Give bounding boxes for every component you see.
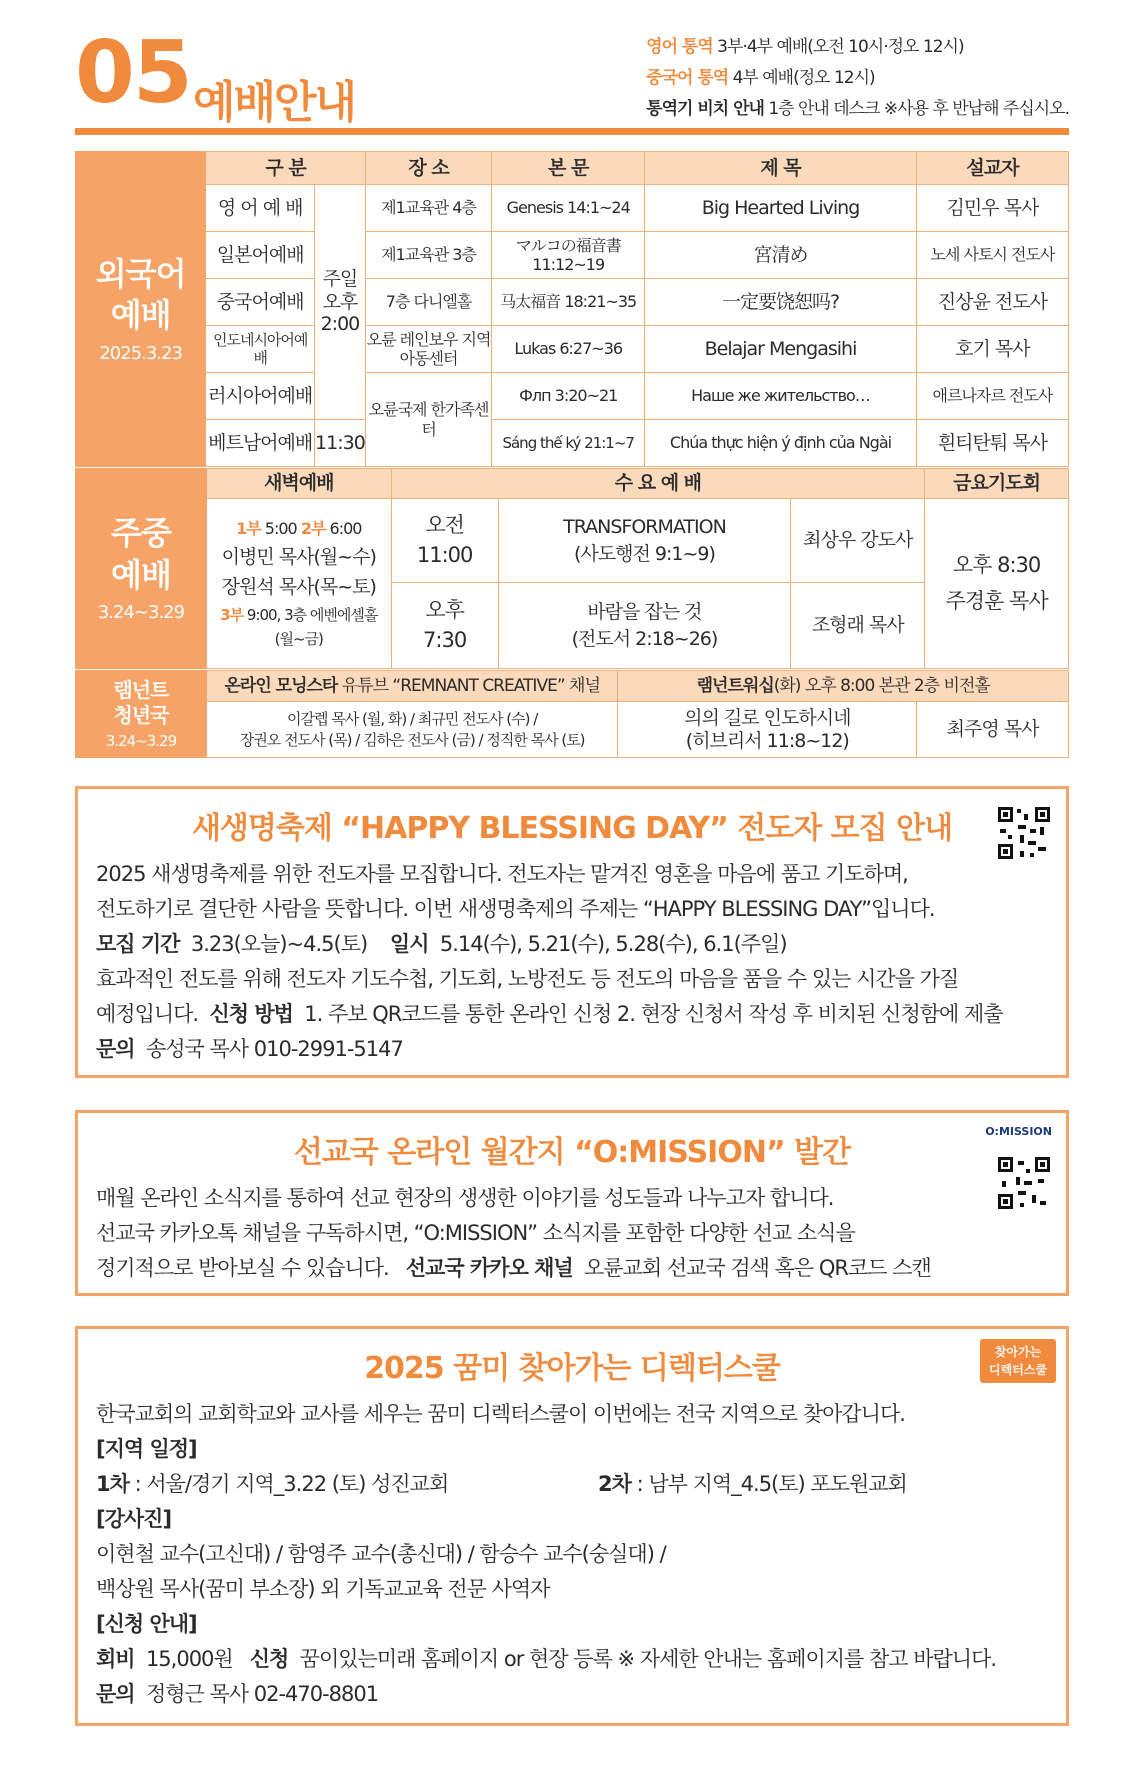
- foreign-worship-table: [75, 151, 1069, 467]
- viet-time: 11:30: [315, 420, 366, 467]
- col-text: 본 문: [492, 152, 645, 185]
- remnant-table: 램넌트 청년국 3.24~3.29 온라인 모닝스타 유튜브 “REMNANT CREATIVE” 채널 램넌트워십(화) 오후 8:00 본관 2층 비전홀 이갈렙 목사 (월, 화) / 최규민 전도사 (수) / 장권오 전도사 (목) / 김하은 전도사 (금) / 정직한 목사 (토) 의의 길로 인도하시네 (히브리서 11:8~12) 최주영 목사: [75, 670, 1069, 758]
- remnant-worship-header: 램넌트워십(화) 오후 8:00 본관 2층 비전홀: [618, 671, 1069, 702]
- col-title: 제 목: [645, 152, 917, 185]
- remnant-sermon: 의의 길로 인도하시네 (히브리서 11:8~12): [618, 702, 917, 758]
- table-row: 베트남어예배 11:30 Sáng thế ký 21:1~7 Chúa thực hiện ý định của Ngài 흰티탄퉈 목사: [76, 420, 1069, 467]
- wed-pm-sermon: 바람을 잡는 것 (전도서 2:18~26): [498, 583, 791, 669]
- wed-pm-time: 오후 7:30: [391, 583, 498, 669]
- directors-school-box: [75, 1326, 1069, 1726]
- directors-school-logo: 찾아가는 디렉터스쿨: [980, 1339, 1056, 1383]
- morningstar-header: 온라인 모닝스타 유튜브 “REMNANT CREATIVE” 채널: [206, 671, 618, 702]
- col-preacher: 설교자: [916, 152, 1068, 185]
- box-title: 2025 꿈미 찾아가는 디렉터스쿨: [364, 1351, 780, 1386]
- main-time: 주일 오후 2:00: [315, 185, 366, 420]
- note-chinese: 중국어 통역 4부 예배(정오 12시): [646, 68, 875, 88]
- col-category: 구 분: [206, 152, 365, 185]
- omission-box: [75, 1110, 1069, 1296]
- foreign-side-label: 외국어 예배 2025.3.23: [76, 152, 206, 467]
- evangelist-recruit-box: [75, 786, 1069, 1078]
- col-place: 장 소: [365, 152, 491, 185]
- omission-logo: O:MISSION: [985, 1125, 1052, 1138]
- table-row: 영 어 예 배 주일 오후 2:00 제1교육관 4층 Genesis 14:1~24 Big Hearted Living 김민우 목사: [76, 185, 1069, 232]
- qr-code[interactable]: [996, 805, 1052, 861]
- morningstar-people: 이갈렙 목사 (월, 화) / 최규민 전도사 (수) / 장권오 전도사 (목) / 김하은 전도사 (금) / 정직한 목사 (토): [206, 702, 618, 758]
- qr-code[interactable]: [996, 1155, 1052, 1211]
- remnant-side-label: 램넌트 청년국 3.24~3.29: [76, 671, 207, 758]
- page-header: [75, 23, 1069, 140]
- box-title: 선교국 온라인 월간지 “O:MISSION” 발간: [293, 1135, 851, 1170]
- table-row: 러시아어예배 오륜국제 한가족센터 Флп 3:20~21 Наше же жительство… 애르나자르 전도사: [76, 373, 1069, 420]
- friday-header: 금요기도회: [925, 469, 1069, 499]
- page-title: 예배안내: [193, 77, 356, 128]
- box-title: 새생명축제 “HAPPY BLESSING DAY” 전도자 모집 안내: [191, 811, 953, 846]
- note-english: 영어 통역 3부·4부 예배(오전 10시·정오 12시): [646, 37, 964, 57]
- wednesday-header: 수 요 예 배: [391, 469, 924, 499]
- table-row: 일본어예배 제1교육관 3층 マルコの福音書 11:12~19 宮清め 노세 사토시 전도사: [76, 232, 1069, 279]
- table-row: 인도네시아어예배 오륜 레인보우 지역아동센터 Lukas 6:27~36 Belajar Mengasihi 호기 목사: [76, 326, 1069, 373]
- weekday-worship-table: 주중 예배 3.24~3.29 새벽예배 수 요 예 배 금요기도회 1부 5:00 2부 6:00 이병민 목사(월~수) 장원석 목사(목~토) 3부 9:00, 3층 에벤에셀홀 (월~금) 오전 11:00 TRANSFORMATION (사도행전 9:1~9) 최상우 강도사 오후 8:30 주경훈 목사 오후 7:30 바람을 잡는 것 (전도서 2:18~26) 조형래 목사: [75, 468, 1069, 669]
- box-body: 한국교회의 교회학교와 교사를 세우는 꿈미 디렉터스쿨이 이번에는 전국 지역으로 찾아갑니다. [지역 일정] 1차 : 서울/경기 지역_3.22 (토) 성진교회 2차 : 남부 지역_4.5(토) 포도원교회 [강사진] 이현철 교수(고신대) / 함영주 교수(총신대) / 함승수 교수(숭실대) / 백상원 목사(꿈미 부소장) 외 기독교교육 전문 사역자 [신청 안내] 회비 15,000원 신청 꿈이있는미래 홈페이지 or 현장 등록 ※ 자세한 안내는 홈페이지를 참고 바랍니다. 문의 정형근 목사 02-470-8801: [96, 1402, 997, 1706]
- wed-am-time: 오전 11:00: [391, 499, 498, 583]
- dawn-cell: 1부 5:00 2부 6:00 이병민 목사(월~수) 장원석 목사(목~토) 3부 9:00, 3층 에벤에셀홀 (월~금): [206, 499, 391, 669]
- section-number: 05: [75, 23, 191, 123]
- friday-cell: 오후 8:30 주경훈 목사: [925, 499, 1069, 669]
- box-body: 매월 온라인 소식지를 통하여 선교 현장의 생생한 이야기를 성도들과 나누고자 합니다. 선교국 카카오톡 채널을 구독하시면, “O:MISSION” 소식지를 포함한 다양한 선교 소식을 정기적으로 받아보실 수 있습니다. 선교국 카카오 채널 오륜교회 선교국 검색 혹은 QR코드 스캔: [96, 1186, 931, 1280]
- note-device: 통역기 비치 안내 1층 안내 데스크 ※사용 후 반납해 주십시오.: [646, 99, 1069, 119]
- weekday-side-label: 주중 예배 3.24~3.29: [76, 469, 207, 669]
- header-divider: [75, 128, 1069, 135]
- wed-am-sermon: TRANSFORMATION (사도행전 9:1~9): [498, 499, 791, 583]
- table-row: 중국어예배 7층 다니엘홀 马太福音 18:21~35 一定要饶恕吗? 진상윤 전도사: [76, 279, 1069, 326]
- dawn-header: 새벽예배: [206, 469, 391, 499]
- interpretation-notes: [646, 32, 1069, 125]
- box-body: 2025 새생명축제를 위한 전도자를 모집합니다. 전도자는 맡겨진 영혼을 마음에 품고 기도하며, 전도하기로 결단한 사람을 뜻합니다. 이번 새생명축제의 주제는 “HAPPY BLESSING DAY”입니다. 모집 기간 3.23(오늘)~4.5(토) 일시 5.14(수), 5.21(수), 5.28(수), 6.1(주일) 효과적인 전도를 위해 전도자 기도수첩, 기도회, 노방전도 등 전도의 마음을 품을 수 있는 시간을 가질 예정입니다. 신청 방법 1. 주보 QR코드를 통한 온라인 신청 2. 현장 신청서 작성 후 비치된 신청함에 제출 문의 송성국 목사 010-2991-5147: [96, 862, 1003, 1061]
